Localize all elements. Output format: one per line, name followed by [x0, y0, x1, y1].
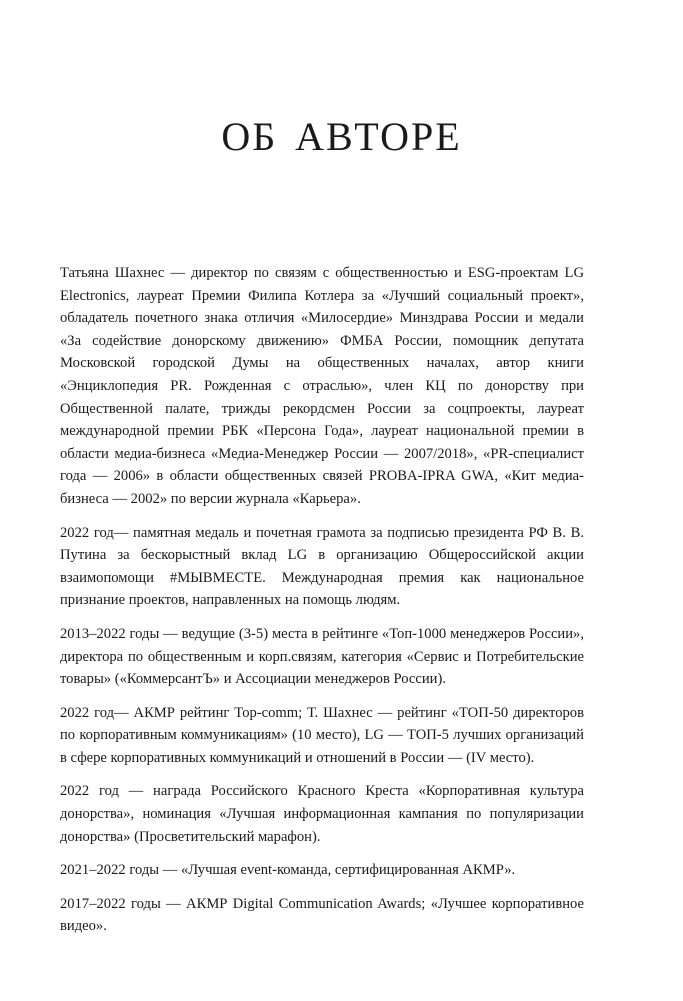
bio-paragraph-2022-red-cross: 2022 год — награда Российского Красного Креста «Корпоративная культура донорства», номинация «Лучшая информационная кампания по популяризации донорства» (Просветительский марафон).: [60, 783, 584, 845]
author-bio: [60, 262, 584, 949]
page-title: ОБ АВТОРЕ: [221, 114, 462, 159]
bio-paragraph-main: Татьяна Шахнес — директор по связям с общественностью и ESG-проектам LG Electronics, лауреат Премии Филипа Котлера за «Лучший социальный проект», обладатель почетного знака отличия «Милосердие» Минздрава России и медали «За содействие донорскому движению» ФМБА России, помощник депутата Московской городской Думы на общественных началах, автор книги «Энциклопедия PR. Рожденная с отраслью», член КЦ по донорству при Общественной палате, трижды рекордсмен России за соцпроекты, лауреат международной премии РБК «Персона Года», лауреат национальной премии в области медиа-бизнеса «Медиа-Менеджер России — 2007/2018», «PR-специалист года — 2006» в области общественных связей PROBA-IPRA GWA, «Кит медиа-бизнеса — 2002» по версии журнала «Карьера».: [60, 265, 584, 507]
bio-paragraph-2021-2022-event: 2021–2022 годы — «Лучшая event-команда, сертифицированная АКМР».: [60, 862, 516, 879]
bio-paragraph-2022-medal: 2022 год— памятная медаль и почетная грамота за подписью президента РФ В. В. Путина за бескорыстный вклад LG в организацию Общероссийской акции взаимопомощи #МЫВМЕСТЕ. Международная премия как национальное признание проектов, направленных на помощь людям.: [60, 524, 584, 609]
bio-paragraph-2013-2022-rating: 2013–2022 годы — ведущие (3-5) места в рейтинге «Топ-1000 менеджеров России», директора по общественным и корп.связям, категория «Сервис и Потребительские товары» («КоммерсантЪ» и Ассоциации менеджеров России).: [60, 625, 584, 688]
bio-paragraph-2017-2022-digital: 2017–2022 годы — АКМР Digital Communication Awards; «Лучшее корпоративное видео».: [60, 895, 584, 935]
bio-paragraph-2022-akmr: 2022 год— АКМР рейтинг Top-comm; Т. Шахнес — рейтинг «ТОП-50 директоров по корпоративным коммуникациям» (10 место), LG — ТОП-5 лучших организаций в сфере корпоративных коммуникаций и отношений в России — (IV место).: [60, 704, 584, 766]
